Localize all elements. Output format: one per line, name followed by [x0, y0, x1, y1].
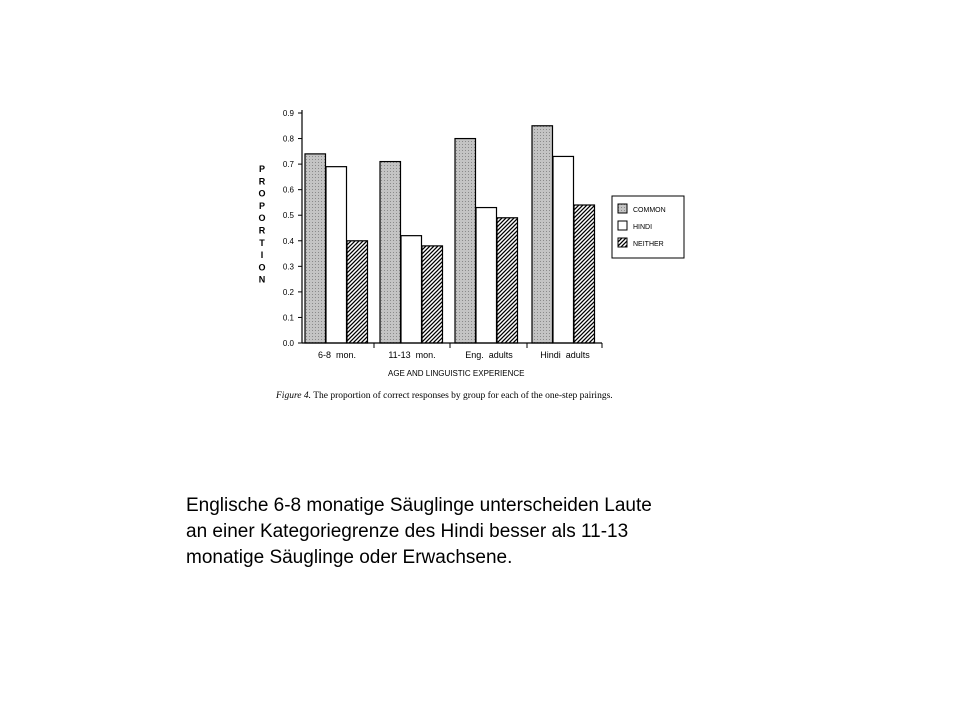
legend-label-common: COMMON [633, 207, 666, 214]
bars [305, 126, 595, 343]
legend-swatch-neither [618, 238, 627, 247]
slide-text-line-1: Englische 6-8 monatige Säuglinge unterscheiden Laute [186, 495, 652, 516]
legend-swatch-common [618, 204, 627, 213]
legend [612, 196, 684, 258]
slide-body-text [186, 493, 786, 571]
x-category-label: Hindi adults [540, 350, 590, 360]
x-axis-categories [318, 350, 590, 360]
y-tick-label: 0.2 [282, 287, 294, 297]
bar-neither [574, 205, 595, 343]
y-tick-label: 0.7 [282, 160, 294, 170]
y-tick-label: 0.4 [282, 236, 294, 246]
bar-common [532, 126, 553, 343]
figure-caption [275, 390, 613, 401]
y-tick-label: 0.3 [282, 262, 294, 272]
legend-swatch-hindi [618, 221, 627, 230]
x-axis-title: AGE AND LINGUISTIC EXPERIENCE [388, 369, 525, 378]
y-tick-label: 0.0 [282, 339, 294, 348]
legend-label-hindi: HINDI [633, 224, 653, 231]
bar-hindi [401, 236, 422, 343]
bar-hindi [476, 208, 497, 343]
x-category-label: 11-13 mon. [388, 350, 436, 360]
slide-text-line-3: monatige Säuglinge oder Erwachsene. [186, 547, 513, 568]
slide-text-line-2: an einer Kategoriegrenze des Hindi besser als 11-13 [186, 521, 629, 542]
y-tick-label: 0.8 [282, 134, 294, 144]
y-axis-ticks [283, 109, 302, 348]
bar-common [380, 162, 401, 343]
y-axis-title: P R O P O R T I O N [258, 164, 266, 285]
bar-neither [497, 218, 518, 343]
bar-hindi [553, 156, 574, 343]
y-tick-label: 0.9 [282, 109, 294, 118]
y-tick-label: 0.6 [282, 185, 294, 195]
y-tick-label: 0.1 [282, 313, 294, 323]
y-tick-label: 0.5 [282, 211, 294, 221]
bar-common [455, 139, 476, 343]
bar-hindi [326, 167, 347, 343]
x-category-label: Eng. adults [465, 350, 513, 360]
caption-label: Figure 4. [276, 391, 312, 401]
caption-text: The proportion of correct responses by group for each of the one-step pairings. [311, 391, 613, 401]
bar-neither [422, 246, 443, 343]
x-category-label: 6-8 mon. [317, 350, 357, 360]
legend-label-neither: NEITHER [633, 241, 664, 248]
bar-common [305, 154, 326, 343]
bar-neither [347, 241, 368, 343]
